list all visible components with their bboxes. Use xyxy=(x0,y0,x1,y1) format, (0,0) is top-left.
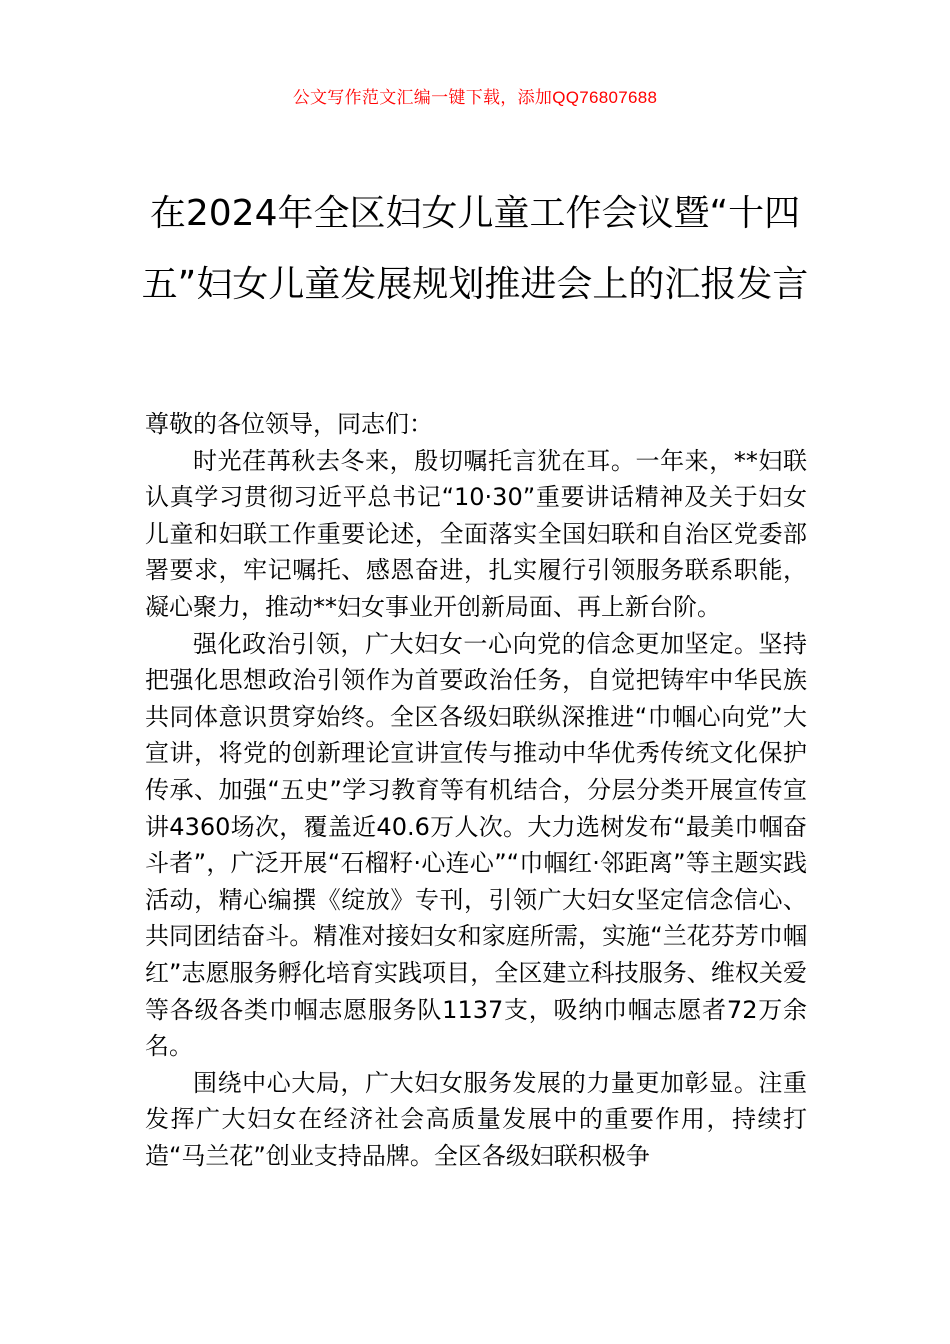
body-paragraph-2: 强化政治引领，广大妇女一心向党的信念更加坚定。坚持把强化思想政治引领作为首要政治任务，自觉把铸牢中华民族共同体意识贯穿始终。全区各级妇联纵深推进“巾帼心向党”大宣讲，将党的创新理论宣讲宣传与推动中华优秀传统文化保护传承、加强“五史”学习教育等有机结合，分层分类开展宣传宣讲4360场次，覆盖近40.6万人次。大力选树发布“最美巾帼奋斗者”，广泛开展“石榴籽·心连心”“巾帼红·邻距离”等主题实践活动，精心编撰《绽放》专刊，引领广大妇女坚定信念信心、共同团结奋斗。精准对接妇女和家庭所需，实施“兰花芬芳巾帼红”志愿服务孵化培育实践项目，全区建立科技服务、维权关爱等各级各类巾帼志愿服务队1137支，吸纳巾帼志愿者72万余名。 xyxy=(145,629,807,1061)
download-banner: 公文写作范文汇编一键下载，添加QQ76807688 xyxy=(292,88,658,107)
salutation: 尊敬的各位领导，同志们： xyxy=(145,410,433,438)
body-paragraph-1: 时光荏苒秋去冬来，殷切嘱托言犹在耳。一年来，**妇联认真学习贯彻习近平总书记“10·30”重要讲话精神及关于妇女儿童和妇联工作重要论述，全面落实全国妇联和自治区党委部署要求，牢记嘱托、感恩奋进，扎实履行引领服务联系职能，凝心聚力，推动**妇女事业开创新局面、再上新台阶。 xyxy=(145,446,807,621)
document-title: 在2024年全区妇女儿童工作会议暨“十四五”妇女儿童发展规划推进会上的汇报发言 xyxy=(141,193,809,305)
body-paragraph-3: 围绕中心大局，广大妇女服务发展的力量更加彰显。注重发挥广大妇女在经济社会高质量发展中的重要作用，持续打造“马兰花”创业支持品牌。全区各级妇联积极争 xyxy=(145,1068,807,1170)
document-body xyxy=(145,406,807,1174)
